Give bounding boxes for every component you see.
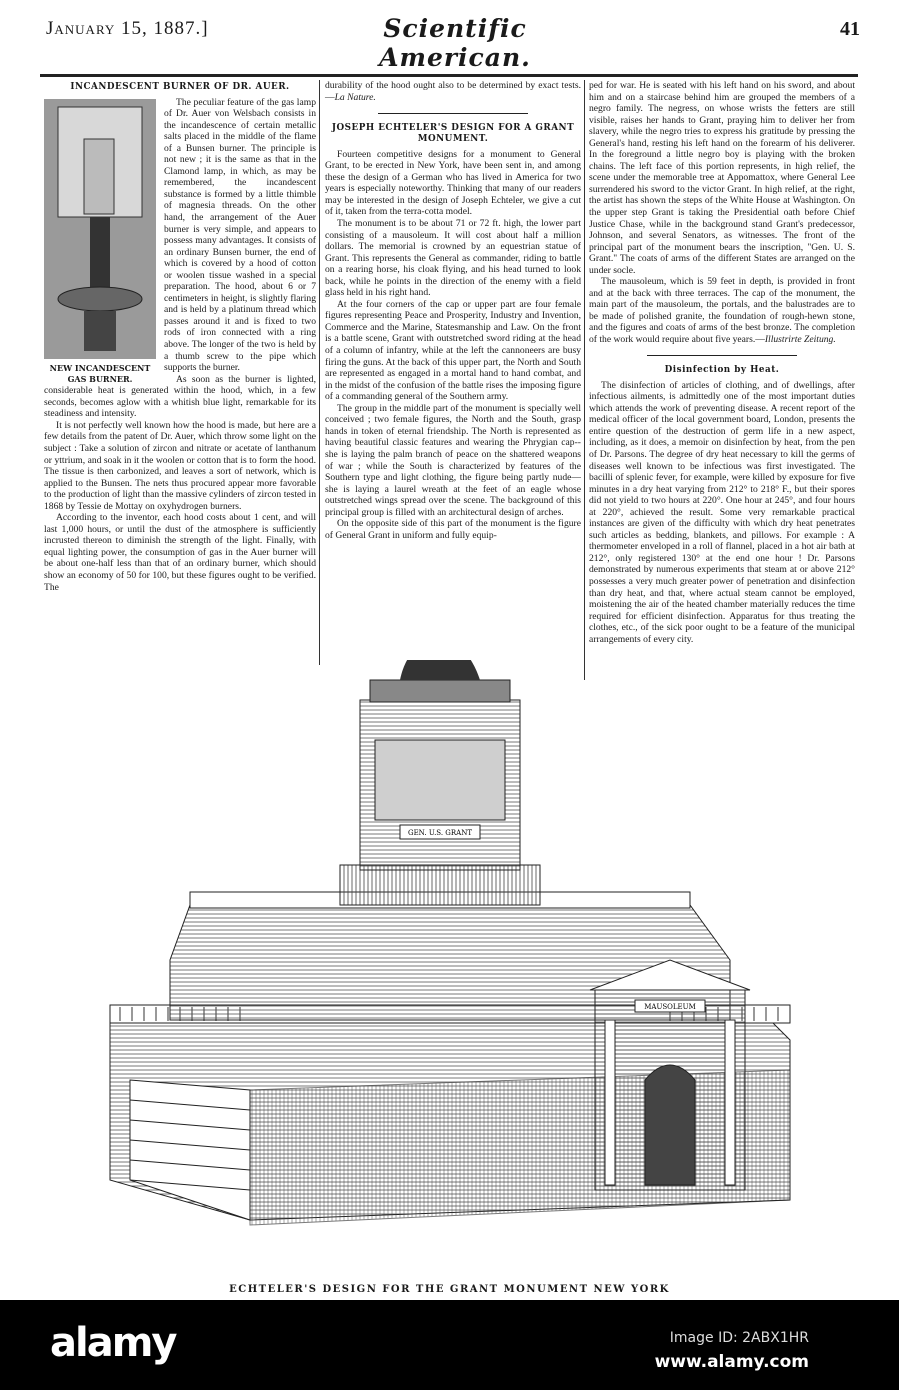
image-id: Image ID: 2ABX1HR: [669, 1330, 809, 1346]
figure-caption: NEW INCANDESCENT GAS BURNER.: [49, 362, 151, 384]
gas-burner-figure: [44, 99, 156, 359]
separator-ornament: [325, 107, 581, 119]
illustration-caption: ECHTELER'S DESIGN FOR THE GRANT MONUMENT NEW YORK: [229, 1284, 670, 1295]
header-rule: [40, 74, 858, 77]
monument-inscription: GEN. U.S. GRANT: [407, 829, 473, 837]
column-1: [44, 80, 316, 593]
paragraph: durability of the hood ought also to be determined by exact tests.—La Nature.: [325, 80, 581, 103]
mausoleum-label: MAUSOLEUM: [644, 1003, 696, 1011]
paragraph: As soon as the burner is lighted, considerable heat is generated within the hood, which, in a few seconds, becomes aglow with a whitish blue light, remarkable for its steadiness and intensity.: [44, 373, 316, 420]
paragraph: The monument is to be about 71 or 72 ft. high, the lower part consisting of a mausoleum. It will cost about half a million dollars. The memorial is crowned by an equestrian statue of Grant. This represents the General as commander, riding to battle on a rearing horse, his cloak flying, and his head turned to look back, while he points in the direction of the enemy with a field glass held in his right hand.: [325, 218, 581, 299]
paragraph: The mausoleum, which is 59 feet in depth, is provided in front and at the back with three terraces. The cap of the monument, the main part of the mausoleum, the portals, and the balustrades are to be made of polished granite, the foundation of rough-hewn stone, and the figures and coats of arms of the best bronze. The completion of the work would require about five years.—Illustrirte Zeitung.: [589, 276, 855, 346]
article-heading: INCANDESCENT BURNER OF DR. AUER.: [70, 82, 290, 92]
paragraph: According to the inventor, each hood costs about 1 cent, and will last 1,000 hours, or until the dust of the atmosphere is sufficiently incrusted thereon to diminish the strength of the light. Finally, with equal lighting power, the consumption of gas in the Auer burner will be about one-half less than that of an ordinary burner, which should show an economy of 50 for 100, but these figures ought to be verified. The: [44, 512, 316, 593]
site-url[interactable]: www.alamy.com: [654, 1352, 809, 1372]
alamy-logo: alamy: [50, 1320, 176, 1366]
source-credit: Illustrirte Zeitung.: [764, 334, 836, 346]
source-credit: La Nature.: [334, 91, 376, 103]
watermark-footer: [0, 1300, 899, 1390]
masthead: [40, 8, 860, 72]
paragraph: ped for war. He is seated with his left hand on his sword, and about him and on a staircase behind him are grouped the members of a negro family. The negress, on whose wrists the fetters are still visible, raises her hands to Grant, praying him to deliver her from slavery, while the negro tries to express his gratitude by pressing the General's hand, resting his left hand on the forearm of his deliverer. In the foreground a little negro boy is playing with the broken chains. The left face of this portion represents, in high relief, the scene under the memorable tree at Appomattox, where General Lee surrendered his sword to the victor Grant. In high relief, at the right, the artist has shown the steps of the White House at Washington. On the upper step Grant is taking the Presidential oath before Chief Justice Chase, while in the background stand Grant's predecessor, Johnson, and several Senators, as witnesses. The front of the principal part of the monument bears the inscription, "Gen. U. S. Grant." The coats of arms of the different States are arranged on the under socle.: [589, 80, 855, 276]
grant-monument-engraving: [70, 660, 810, 1280]
paragraph: The peculiar feature of the gas lamp of Dr. Auer von Welsbach consists in the incandescence of certain metallic salts placed in the middle of the flame of a Bunsen burner. The principle is not new ; it is the same as that in the Clamond lamp, in which, as may be remembered, the incandescent substance is formed by a little thimble of magnesia threads. On the other hand, the arrangement of the Auer burner is very simple, and appears to possess many advantages. It consists of an ordinary Bunsen burner, the end of which is covered by a hood of cotton or woolen tissue washed in a special preparation. The hood, about 6 or 7 centimeters in height, is slightly flaring and is held by a platinum thread which passes around it and is fixed to two rods of iron connected with a ring above. The longer of the two is held by a thumb screw to the pipe which supports the burner.: [164, 96, 316, 374]
paragraph: At the four corners of the cap or upper part are four female figures representing Peace and Prosperity, Industry and Invention, Commerce and the Marine, Statesmanship and Law. On the front is a battle scene, Grant with outstretched sword riding at the head of a column of infantry, while at the left the cannoneers are busy firing the guns. At the back of this upper part, the North and South are represented as engaged in a mortal hand to hand combat, and in the midst of the confusion of the battle rises the imposing figure of a commanding general of the Southern army.: [325, 298, 581, 403]
paragraph: The group in the middle part of the monument is specially well conceived ; two female figures, the North and the South, grasp hands in token of eternal friendship. The North is represented as having beautiful classic features and wearing the Phrygian cap--she is laying the palm branch of peace on the shattered weapons of war ; while the South is characterized by features of the Southern type and light clothing, the figure being partly nude—she is laying a laurel wreath at the feet of an eagle whose outstretched wings spread over the scene. The background of this principal group is filled with an architectural design of arches.: [325, 402, 581, 518]
article-heading: Disinfection by Heat.: [664, 365, 780, 376]
paragraph: It is not perfectly well known how the hood is made, but here are a few details from the patent of Dr. Auer, which throw some light on the subject : Take a solution of zircon and nitrate or acetate of lanthanum or yttrium, and soak in it the woolen or cotton that is to form the hood. The tissue is then carbonized, and leaves a sort of network, which is applied to the Bunsen. The nets thus procured appear more favorable to the production of light than the massive cylinders of zircon tested in 1868 by Tessie de Mottay on oxyhydrogen burners.: [44, 419, 316, 512]
column-divider: [584, 80, 585, 680]
paragraph: On the opposite side of this part of the monument is the figure of General Grant in uniform and fully equip-: [325, 518, 581, 541]
column-3: [589, 80, 855, 645]
separator-ornament: [589, 350, 855, 362]
page-number: 41: [840, 18, 860, 40]
column-divider: [319, 80, 320, 665]
paragraph: The disinfection of articles of clothing, and of dwellings, after infectious ailments, is admittedly one of the most important duties which attends the work of preventing disease. A recent report of the medical officer of the local government board, London, presents the entire question of the destruction of germ life in a new aspect, including, as it does, a memoir on disinfection by heat, from the pen of Dr. Parsons. The degree of dry heat necessary to kill the germs of diseases well known to be infectious was first investigated. The bacilli of splenic fever, for example, were killed by exposure for five minutes in a dry heat varying from 212° to 218° F., but their spores did not yield to two hours at 220°. One hour at 245°, and four hours at 220°, achieved the result. Some very remarkable practical instances are given of the difficulty with which dry heat penetrates such articles as bedding, blankets, and pillows. For example : A thermometer enveloped in a roll of flannel, placed in a hot air bath at 212°, only registered 130° at the end one hour ! Dr. Parsons demonstrated by numerous experiments that steam at or above 212° possesses a very much greater power of penetration and disinfection than dry heat, and that, where actual steam cannot be employed, moistening the air of the heated chamber materially reduces the time required for efficient disinfection. Apparatus for thus treating the clothes, etc., of the sick poor ought to be a feature of the municipal arrangements of every city.: [589, 379, 855, 645]
article-heading: JOSEPH ECHTELER'S DESIGN FOR A GRANT MONUMENT.: [331, 122, 575, 145]
paragraph: Fourteen competitive designs for a monument to General Grant, to be erected in New York, have been sent in, and among these the design of a German who has lived in America for two years is especially noteworthy. Thinking that many of our readers may be interested in the design of Joseph Echteler, we give a cut of it, taken from the terra-cotta model.: [325, 148, 581, 218]
publication-title: Scientific American.: [379, 14, 531, 72]
issue-date: January 15, 1887.]: [46, 18, 209, 39]
column-2: [325, 80, 581, 541]
